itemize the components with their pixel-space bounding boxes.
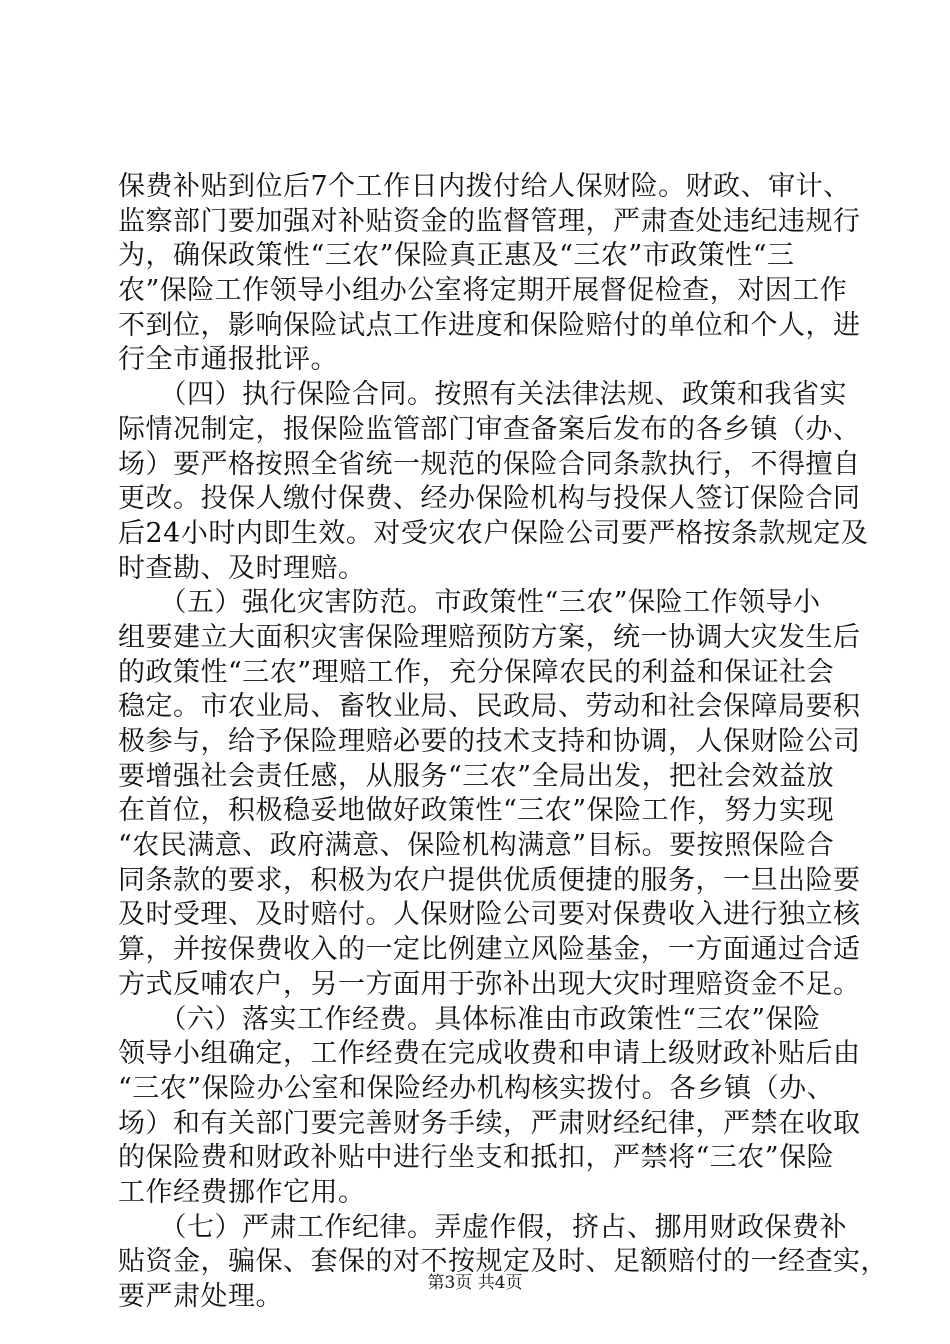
text-line: 及时受理、及时赔付。人保财险公司要对保费收入进行独立核: [118, 899, 861, 931]
text-line: 监察部门要加强对补贴资金的监督管理，严肃查处违纪违规行: [118, 205, 861, 237]
text-line: 场）和有关部门要完善财务手续，严肃财经纪律，严禁在收取: [118, 1107, 861, 1139]
text-line: “三农”保险办公室和保险经办机构核实拨付。各乡镇（办、: [118, 1072, 835, 1104]
text-line: 工作经费挪作它用。: [118, 1176, 366, 1208]
text-line: 不到位，影响保险试点工作进度和保险赔付的单位和个人，进: [118, 309, 861, 341]
text-line: 要增强社会责任感，从服务“三农”全局出发，把社会效益放: [118, 760, 835, 792]
text-line: 更改。投保人缴付保费、经办保险机构与投保人签订保险合同: [118, 483, 861, 515]
text-line: 领导小组确定，工作经费在完成收费和申请上级财政补贴后由: [118, 1038, 861, 1070]
text-line: 同条款的要求，积极为农户提供优质便捷的服务，一旦出险要: [118, 864, 861, 896]
text-line: 保费补贴到位后7个工作日内拨付给人保财险。财政、审计、: [118, 171, 851, 202]
text-line: 际情况制定，报保险监管部门审查备案后发布的各乡镇（办、: [118, 413, 861, 445]
text-line: 的政策性“三农”理赔工作，充分保障农民的利益和保证社会: [118, 656, 835, 688]
text-line: 的保险费和财政补贴中进行坐支和抵扣，严禁将“三农”保险: [118, 1142, 835, 1174]
text-line: 稳定。市农业局、畜牧业局、民政局、劳动和社会保障局要积: [118, 691, 861, 723]
page-footer: 第3页 共4页: [427, 1273, 523, 1293]
text-line: 在首位，积极稳妥地做好政策性“三农”保险工作，努力实现: [118, 795, 835, 827]
text-line: 农”保险工作领导小组办公室将定期开展督促检查，对因工作: [118, 275, 848, 307]
text-line: 要严肃处理。: [118, 1281, 283, 1312]
text-line: 极参与，给予保险理赔必要的技术支持和协调，人保财险公司: [118, 726, 861, 757]
text-line: 方式反哺农户，另一方面用于弥补出现大灾时理赔资金不足。: [118, 968, 861, 1000]
body-text: [118, 170, 888, 1315]
text-line: 场）要严格按照全省统一规范的保险合同条款执行，不得擅自: [118, 448, 861, 480]
text-line: （五）强化灾害防范。市政策性“三农”保险工作领导小: [118, 587, 821, 619]
text-line: （七）严肃工作纪律。弄虚作假，挤占、挪用财政保费补: [118, 1211, 847, 1243]
text-line: 行全市通报批评。: [118, 344, 338, 376]
text-line: （四）执行保险合同。按照有关法律法规、政策和我省实: [118, 379, 847, 411]
text-line: 后24小时内即生效。对受灾农户保险公司要严格按条款规定及: [118, 517, 869, 549]
text-line: 组要建立大面积灾害保险理赔预防方案，统一协调大灾发生后: [118, 621, 861, 653]
text-line: （六）落实工作经费。具体标准由市政策性“三农”保险: [118, 1003, 821, 1035]
text-line: 算，并按保费收入的一定比例建立风险基金，一方面通过合适: [118, 934, 861, 966]
text-line: “农民满意、政府满意、保险机构满意”目标。要按照保险合: [118, 830, 835, 862]
text-line: 为，确保政策性“三农”保险真正惠及“三农”市政策性“三: [118, 240, 795, 272]
text-line: 贴资金，骗保、套保的对不按规定及时、足额赔付的一经查实，: [118, 1246, 888, 1278]
text-line: 时查勘、及时理赔。: [118, 552, 366, 584]
